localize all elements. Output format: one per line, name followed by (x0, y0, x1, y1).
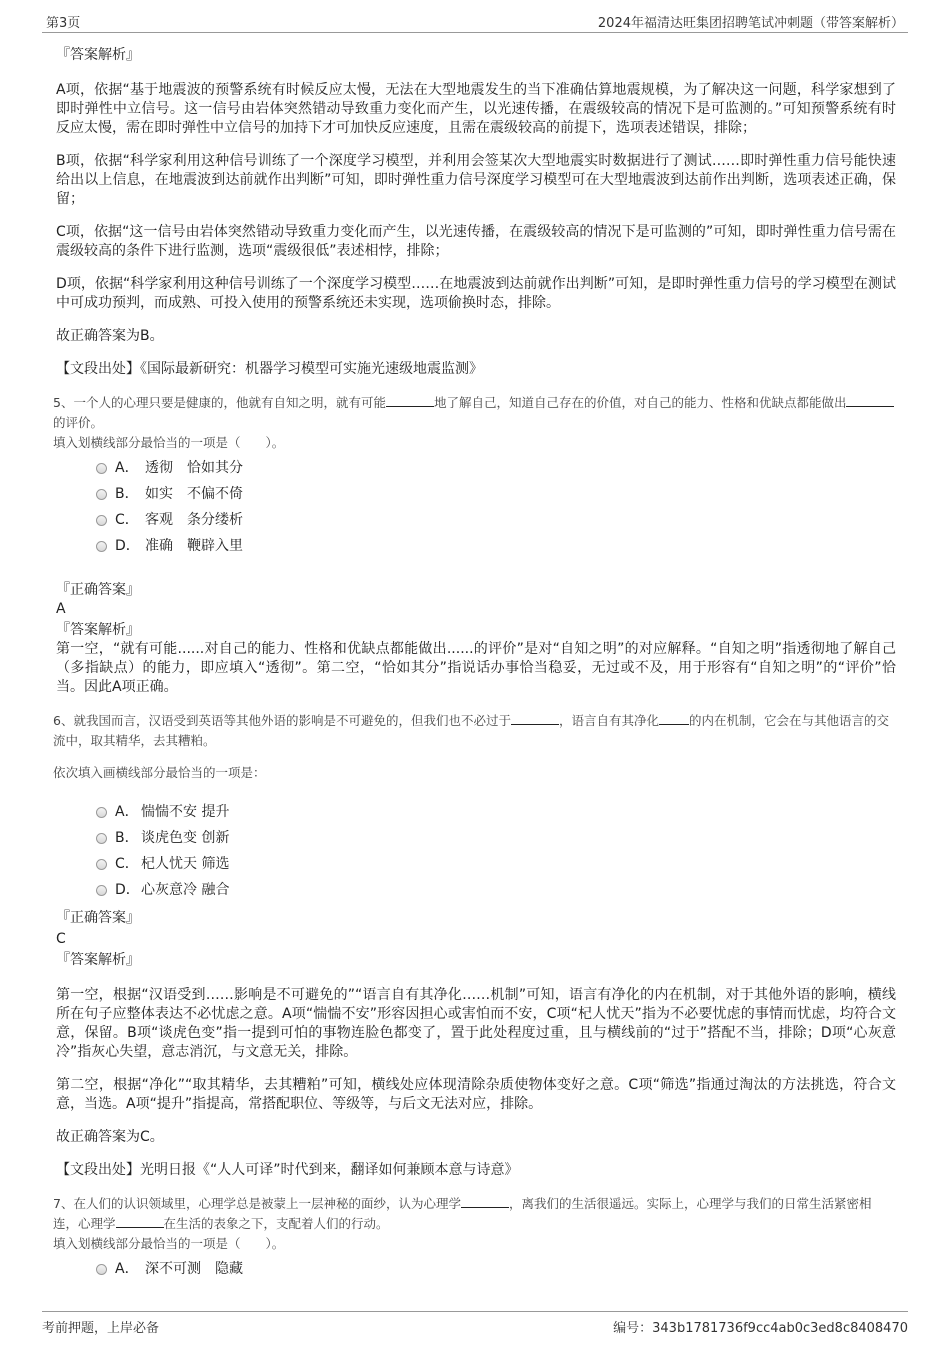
question-prompt: 依次填入画横线部分最恰当的一项是： (53, 765, 266, 780)
footer-slogan: 考前押题，上岸必备 (42, 1321, 160, 1336)
blank-2 (659, 712, 689, 725)
analysis-paragraph-1: 第一空，根据“汉语受到……影响是不可避免的”“语言自有其净化……机制”可知，语言有净化的内在机制，对于其他外语的影响，横线所在句子应整体表达不必忧虑之意。A项“惴惴不安”形容因担心或害怕而不安，C项“杞人忧天”指为不必要忧虑的事情而忧虑，均符合文意，保留。B项“谈虎色变”指一提到可怕的事物连脸色都变了，置于此处程度过重，且与横线前的“过于”搭配不当，排除；D项“心灰意冷”指灰心失望，意志消沉，与文意无关，排除。 (56, 987, 896, 1060)
radio-button[interactable] (96, 463, 107, 474)
option-d[interactable]: D． 准确 鞭辟入里 (96, 533, 896, 559)
blank-1 (511, 712, 559, 725)
radio-button[interactable] (96, 807, 107, 818)
option-a[interactable]: A． 透彻 恰如其分 (96, 455, 896, 481)
page-content (53, 44, 896, 1282)
source-citation: 【文段出处】光明日报《“人人可译”时代到来，翻译如何兼顾本意与诗意》 (56, 1162, 519, 1178)
page-header (42, 8, 908, 33)
analysis-label: 『答案解析』 (56, 47, 140, 63)
q4-analysis (56, 46, 896, 379)
question-stem: 6、就我国而言，汉语受到英语等其他外语的影响是不可避免的，但我们也不必过于 ，语言自有其净化 的内在机制，它会在与其他语言的交流中，取其精华，去其糟粕。 (53, 713, 889, 748)
document-title: 2024年福清达旺集团招聘笔试冲刺题（带答案解析） (597, 16, 904, 31)
option-a[interactable]: A． 深不可测 隐藏 (96, 1256, 896, 1282)
question-6 (53, 711, 896, 1180)
correct-answer-label: 『正确答案』 (56, 582, 140, 598)
page-footer (42, 1311, 908, 1336)
option-c[interactable]: C． 客观 条分缕析 (96, 507, 896, 533)
radio-button[interactable] (96, 489, 107, 500)
question-prompt: 填入划横线部分最恰当的一项是（ ）。 (53, 435, 285, 450)
question-prompt: 填入划横线部分最恰当的一项是（ ）。 (53, 1236, 285, 1251)
correct-answer-label: 『正确答案』 (56, 910, 140, 926)
question-stem: 5、一个人的心理只要是健康的，他就有自知之明，就有可能 地了解自己，知道自己存在的价值，对自己的能力、性格和优缺点都能做出的评价。 (53, 393, 896, 433)
option-c[interactable]: C． 杞人忧天 筛选 (96, 851, 896, 877)
radio-button[interactable] (96, 515, 107, 526)
correct-answer: C (56, 931, 66, 947)
page-number: 第3页 (46, 16, 81, 31)
option-b[interactable]: B． 如实 不偏不倚 (96, 481, 896, 507)
correct-answer: A (56, 601, 66, 617)
source-citation: 【文段出处】《国际最新研究：机器学习模型可实施光速级地震监测》 (56, 361, 483, 377)
blank-2 (116, 1215, 164, 1228)
final-answer: 故正确答案为B。 (56, 328, 164, 344)
analysis-option-a: A项，依据“基于地震波的预警系统有时候反应太慢，无法在大型地震发生的当下准确估算地震规模，为了解决这一问题，科学家想到了即时弹性中立信号。这一信号由岩体突然错动导致重力变化而产生，以光速传播，在震级较高的情况下是可监测的。”可知预警系统有时反应太慢，需在即时弹性中立信号的加持下才可加快反应速度，且需在震级较高的前提下，选项表述错误，排除； (56, 82, 896, 136)
analysis-text: 第一空，“就有可能......对自己的能力、性格和优缺点都能做出......的评价”是对“自知之明”的对应解释。“自知之明”指透彻地了解自己（多指缺点）的能力，即应填入“透彻”。第二空，“恰如其分”指说话办事恰当稳妥，无过或不及，用于形容有“自知之明”的“评价”恰当。因此A项正确。 (56, 641, 896, 695)
option-a[interactable]: A． 惴惴不安 提升 (96, 799, 896, 825)
blank-1 (461, 1195, 509, 1208)
radio-button[interactable] (96, 885, 107, 896)
analysis-paragraph-2: 第二空，根据“净化”“取其精华，去其糟粕”可知，横线处应体现清除杂质使物体变好之意。C项“筛选”指通过淘汰的方法挑选，符合文意，当选。A项“提升”指提高，常搭配职位、等级等，与后文无法对应，排除。 (56, 1077, 896, 1112)
analysis-option-c: C项，依据“这一信号由岩体突然错动导致重力变化而产生，以光速传播，在震级较高的情况下是可监测的”可知，即时弹性重力信号需在震级较高的条件下进行监测，选项“震级很低”表述相悖，排除； (56, 224, 896, 259)
question-5 (53, 393, 896, 697)
analysis-option-b: B项，依据“科学家利用这种信号训练了一个深度学习模型，并利用会签某次大型地震实时数据进行了测试……即时弹性重力信号能快速给出以上信息，在地震波到达前就作出判断”可知，即时弹性重力信号深度学习模型可在大型地震波到达前作出判断，选项表述正确，保留； (56, 153, 896, 207)
blank-2 (846, 394, 894, 407)
option-b[interactable]: B． 谈虎色变 创新 (96, 825, 896, 851)
radio-button[interactable] (96, 833, 107, 844)
option-d[interactable]: D．心灰意冷 融合 (96, 877, 896, 903)
analysis-option-d: D项，依据“科学家利用这种信号训练了一个深度学习模型……在地震波到达前就作出判断”可知，是即时弹性重力信号的学习模型在测试中可成功预判，而成熟、可投入使用的预警系统还未实现，选项偷换时态，排除。 (56, 276, 896, 311)
radio-button[interactable] (96, 1264, 107, 1275)
final-answer: 故正确答案为C。 (56, 1129, 164, 1145)
analysis-label: 『答案解析』 (56, 952, 140, 968)
document-serial: 编号：343b1781736f9cc4ab0c3ed8c8408470 (613, 1321, 908, 1336)
analysis-label: 『答案解析』 (56, 622, 140, 638)
blank-1 (386, 394, 434, 407)
radio-button[interactable] (96, 541, 107, 552)
question-7 (53, 1194, 896, 1282)
radio-button[interactable] (96, 859, 107, 870)
question-stem: 7、在人们的认识领域里，心理学总是被蒙上一层神秘的面纱，认为心理学 ，离我们的生活很遥远。实际上，心理学与我们的日常生活紧密相连，心理学 在生活的表象之下，支配着人们的行动。 (53, 1196, 872, 1231)
